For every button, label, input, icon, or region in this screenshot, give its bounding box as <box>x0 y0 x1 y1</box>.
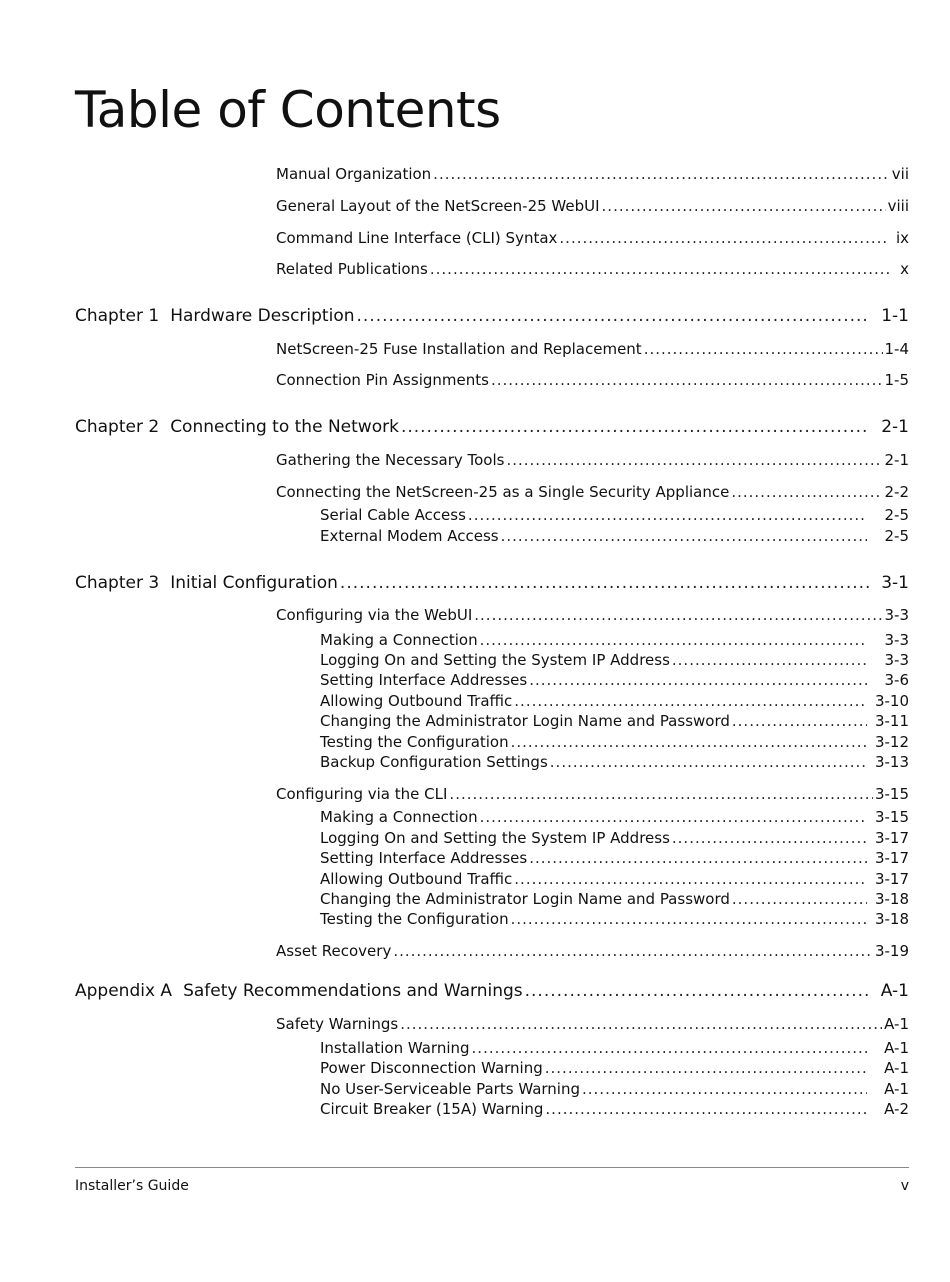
toc-page-number: ix <box>895 229 909 247</box>
toc-entry[interactable] <box>320 753 909 771</box>
toc-page-number: 1-5 <box>884 371 909 389</box>
footer-page-number: v <box>900 1178 909 1194</box>
toc-entry-title: Manual Organization <box>276 165 432 183</box>
toc-entry-title: Initial Configuration <box>170 573 338 593</box>
toc-entry[interactable] <box>320 829 909 847</box>
toc-entry[interactable] <box>320 527 909 545</box>
toc-page-number: 3-13 <box>874 753 909 771</box>
toc-chapter-entry[interactable] <box>75 417 909 437</box>
toc-entry-title: Circuit Breaker (15A) Warning <box>320 1100 544 1118</box>
toc-entry-title: Setting Interface Addresses <box>320 671 528 689</box>
dot-leader <box>430 260 889 278</box>
toc-page-number: 1-4 <box>884 340 909 358</box>
dot-leader <box>401 417 869 437</box>
toc-entry[interactable] <box>320 890 909 908</box>
toc-entry-title: Logging On and Setting the System IP Address <box>320 651 670 669</box>
toc-page-number: 3-17 <box>874 829 909 847</box>
toc-page-number: 2-1 <box>881 417 909 437</box>
toc-entry[interactable] <box>276 606 909 624</box>
toc-page-number: A-1 <box>884 1015 909 1033</box>
toc-entry-title: Making a Connection <box>320 808 478 826</box>
toc-page-number: 3-10 <box>874 692 909 710</box>
toc-page-number: 3-17 <box>874 870 909 888</box>
toc-chapter-entry[interactable] <box>75 306 909 326</box>
dot-leader <box>529 849 867 867</box>
toc-chapter-number: Appendix A <box>75 981 173 1001</box>
toc-page-number: 3-6 <box>884 671 909 689</box>
toc-entry[interactable] <box>320 849 909 867</box>
toc-entry[interactable] <box>276 340 909 358</box>
dot-leader <box>501 527 867 545</box>
dot-leader <box>449 785 873 803</box>
toc-entry-title: Power Disconnection Warning <box>320 1059 543 1077</box>
toc-page-number: 1-1 <box>881 306 909 326</box>
toc-entry-title: Installation Warning <box>320 1039 470 1057</box>
dot-leader <box>357 306 870 326</box>
toc-entry[interactable] <box>276 942 909 960</box>
dot-leader <box>514 870 867 888</box>
dot-leader <box>433 165 889 183</box>
toc-entry-title: External Modem Access <box>320 527 499 545</box>
dot-leader <box>672 829 867 847</box>
toc-entry[interactable] <box>276 483 909 501</box>
toc-entry[interactable] <box>276 785 909 803</box>
toc-entry[interactable] <box>320 870 909 888</box>
toc-page-number: 3-17 <box>874 849 909 867</box>
toc-entry[interactable] <box>320 733 909 751</box>
toc-entry-title: Connection Pin Assignments <box>276 371 489 389</box>
toc-entry-title: Changing the Administrator Login Name and Password <box>320 890 730 908</box>
toc-chapter-entry[interactable] <box>75 573 909 593</box>
dot-leader <box>474 606 882 624</box>
toc-entry-title: Testing the Configuration <box>320 910 509 928</box>
toc-chapter-entry[interactable] <box>75 981 909 1001</box>
dot-leader <box>525 981 869 1001</box>
dot-leader <box>545 1100 867 1118</box>
footer-document-name: Installer’s Guide <box>75 1178 189 1194</box>
toc-entry-title: Configuring via the CLI <box>276 785 448 803</box>
toc-page-number: 3-12 <box>874 733 909 751</box>
footer-divider <box>75 1167 909 1168</box>
dot-leader <box>731 483 882 501</box>
dot-leader <box>514 692 867 710</box>
toc-entry[interactable] <box>320 671 909 689</box>
dot-leader <box>480 808 867 826</box>
toc-entry[interactable] <box>276 260 909 278</box>
toc-page-number: 3-11 <box>874 712 909 730</box>
toc-page-number: A-1 <box>880 981 909 1001</box>
toc-entry[interactable] <box>320 910 909 928</box>
dot-leader <box>529 671 867 689</box>
toc-entry[interactable] <box>320 1039 909 1057</box>
toc-page-number: 3-3 <box>884 631 909 649</box>
dot-leader <box>506 451 882 469</box>
toc-entry-title: Logging On and Setting the System IP Address <box>320 829 670 847</box>
toc-page-number: 3-3 <box>884 606 909 624</box>
dot-leader <box>644 340 883 358</box>
dot-leader <box>511 910 867 928</box>
toc-page-number: 2-2 <box>884 483 909 501</box>
dot-leader <box>511 733 867 751</box>
dot-leader <box>559 229 889 247</box>
toc-entry-title: Allowing Outbound Traffic <box>320 692 513 710</box>
dot-leader <box>672 651 867 669</box>
toc-page-number: A-1 <box>884 1039 909 1057</box>
dot-leader <box>582 1080 867 1098</box>
toc-entry-title: Making a Connection <box>320 631 478 649</box>
dot-leader <box>340 573 869 593</box>
toc-entry-title: Connecting to the Network <box>170 417 399 437</box>
dot-leader <box>491 371 883 389</box>
toc-entry-title: Command Line Interface (CLI) Syntax <box>276 229 558 247</box>
toc-chapter-number: Chapter 1 <box>75 306 160 326</box>
toc-page-number: 2-5 <box>884 506 909 524</box>
toc-entry-title: NetScreen-25 Fuse Installation and Replacement <box>276 340 642 358</box>
toc-entry-title: No User-Serviceable Parts Warning <box>320 1080 580 1098</box>
toc-entry[interactable] <box>276 197 909 215</box>
page-title: Table of Contents <box>75 81 501 139</box>
dot-leader <box>400 1015 882 1033</box>
toc-entry[interactable] <box>276 451 909 469</box>
toc-page-number: 3-18 <box>874 890 909 908</box>
toc-entry-title: Related Publications <box>276 260 428 278</box>
toc-page-number: viii <box>887 197 909 215</box>
toc-entry[interactable] <box>320 1080 909 1098</box>
toc-entry-title: Setting Interface Addresses <box>320 849 528 867</box>
toc-entry[interactable] <box>320 1100 909 1118</box>
toc-page-number: 3-1 <box>881 573 909 593</box>
toc-entry-title: Safety Warnings <box>276 1015 399 1033</box>
toc-entry-title: Testing the Configuration <box>320 733 509 751</box>
toc-page-number: A-1 <box>884 1080 909 1098</box>
toc-entry[interactable] <box>320 651 909 669</box>
toc-entry[interactable] <box>276 165 909 183</box>
toc-entry[interactable] <box>320 1059 909 1077</box>
toc-page-number: 3-15 <box>874 785 909 803</box>
toc-entry-title: Hardware Description <box>170 306 355 326</box>
toc-entry[interactable] <box>320 808 909 826</box>
toc-entry[interactable] <box>320 692 909 710</box>
toc-entry-title: Configuring via the WebUI <box>276 606 473 624</box>
toc-page-number: 3-3 <box>884 651 909 669</box>
dot-leader <box>732 890 867 908</box>
toc-entry-title: Serial Cable Access <box>320 506 466 524</box>
toc-entry[interactable] <box>276 371 909 389</box>
toc-entry-title: Changing the Administrator Login Name and Password <box>320 712 730 730</box>
toc-page-number: 3-19 <box>874 942 909 960</box>
toc-page-number: 2-1 <box>884 451 909 469</box>
toc-entry-title: Connecting the NetScreen-25 as a Single Security Appliance <box>276 483 730 501</box>
toc-page-number: x <box>900 260 909 278</box>
toc-entry-title: Allowing Outbound Traffic <box>320 870 513 888</box>
toc-page-number: vii <box>891 165 909 183</box>
toc-entry-title: Backup Configuration Settings <box>320 753 548 771</box>
toc-page-number: 2-5 <box>884 527 909 545</box>
toc-entry-title: Gathering the Necessary Tools <box>276 451 505 469</box>
toc-entry-title: Asset Recovery <box>276 942 392 960</box>
toc-entry[interactable] <box>320 506 909 524</box>
dot-leader <box>480 631 867 649</box>
dot-leader <box>550 753 867 771</box>
toc-page-number: 3-18 <box>874 910 909 928</box>
dot-leader <box>468 506 867 524</box>
dot-leader <box>472 1039 867 1057</box>
toc-chapter-number: Chapter 2 <box>75 417 160 437</box>
toc-entry[interactable] <box>320 631 909 649</box>
dot-leader <box>393 942 873 960</box>
toc-entry[interactable] <box>276 229 909 247</box>
dot-leader <box>732 712 867 730</box>
dot-leader <box>545 1059 867 1077</box>
toc-chapter-number: Chapter 3 <box>75 573 160 593</box>
toc-entry[interactable] <box>320 712 909 730</box>
dot-leader <box>602 197 886 215</box>
toc-page-number: A-1 <box>884 1059 909 1077</box>
toc-entry-title: General Layout of the NetScreen-25 WebUI <box>276 197 600 215</box>
toc-entry-title: Safety Recommendations and Warnings <box>183 981 523 1001</box>
toc-page-number: 3-15 <box>874 808 909 826</box>
toc-page-number: A-2 <box>884 1100 909 1118</box>
toc-entry[interactable] <box>276 1015 909 1033</box>
